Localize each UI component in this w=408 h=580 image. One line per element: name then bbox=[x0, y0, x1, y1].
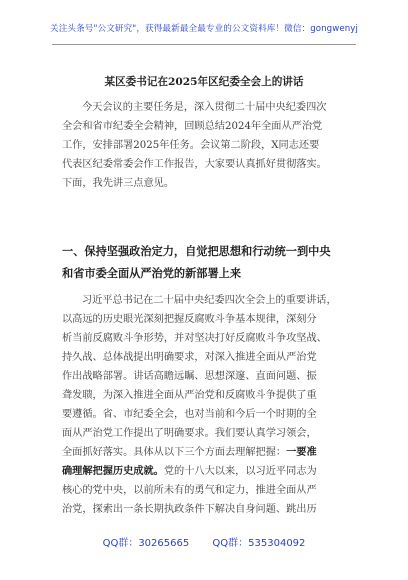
header-promo-note: 关注头条号"公文研究"，获得最新最全最专业的公文资料库！微信：gongwenyj bbox=[50, 24, 358, 34]
footer-qq-group-1: QQ群：30265665 bbox=[102, 538, 190, 549]
body-line bbox=[62, 462, 346, 481]
body-line: 聋发聩，为深入推进全面从严治党和反腐败斗争提供了重 bbox=[62, 390, 317, 401]
intro-line: 下面，我先讲三点意见。 bbox=[62, 178, 175, 189]
section-heading bbox=[62, 240, 352, 284]
bold-phrase: 一要准 bbox=[286, 446, 317, 458]
section-heading-line: 一、保持坚强政治定力，自觉把思想和行动统一到中央 bbox=[62, 244, 331, 258]
intro-line: 全会和省市纪委全会精神，回顾总结2024年全面从严治党 bbox=[62, 121, 323, 132]
body-line: 核心的党中央，以前所未有的勇气和定力，推进全面从严 bbox=[62, 485, 317, 496]
intro-line: 代表区纪委常委会作工作报告，大家要认真抓好贯彻落实。 bbox=[62, 159, 327, 170]
section-heading-line: 和省市委全面从严治党的新部署上来 bbox=[62, 266, 242, 280]
body-line: 持久战、总体战提出明确要求，对深入推进全面从严治党 bbox=[62, 352, 317, 363]
body-line: 治党，探索出一条长期执政条件下解决自身问题、跳出历 bbox=[62, 504, 317, 515]
body-line: 要遵循。省、市纪委全会，也对当前和今后一个时期的全 bbox=[62, 409, 317, 420]
header-divider bbox=[52, 44, 356, 45]
body-line: 以高远的历史眼光深刻把握反腐败斗争基本规律，深刻分 bbox=[62, 314, 317, 325]
intro-paragraph bbox=[62, 98, 346, 193]
document-title: 某区委书记在2025年区纪委全会上的讲话 bbox=[104, 76, 304, 88]
intro-line: 工作，安排部署2025年任务。会议第二阶段，X同志还要 bbox=[62, 140, 320, 151]
bold-phrase: 确理解把握历史成就。 bbox=[62, 465, 164, 477]
body-text: 党的十八大以来，以习近平同志为 bbox=[163, 466, 317, 477]
body-line: 面从严治党工作提出了明确要求。我们要认真学习领会， bbox=[62, 428, 317, 439]
body-text: 全面抓好落实。具体从以下三个方面去理解把握： bbox=[62, 447, 287, 458]
footer-qq-group-2: QQ群：535304092 bbox=[212, 538, 306, 549]
body-line bbox=[62, 443, 346, 462]
intro-line: 今天会议的主要任务是，深入贯彻二十届中央纪委四次 bbox=[82, 102, 327, 113]
body-line: 习近平总书记在二十届中央纪委四次全会上的重要讲话， bbox=[82, 295, 337, 306]
body-line: 析当前反腐败斗争形势，并对坚决打好反腐败斗争攻坚战、 bbox=[62, 333, 327, 344]
footer-contact bbox=[0, 534, 408, 549]
section-paragraph bbox=[62, 291, 346, 519]
body-line: 作出战略部署。讲话高瞻远瞩、思想深邃、直面问题、振 bbox=[62, 371, 317, 382]
